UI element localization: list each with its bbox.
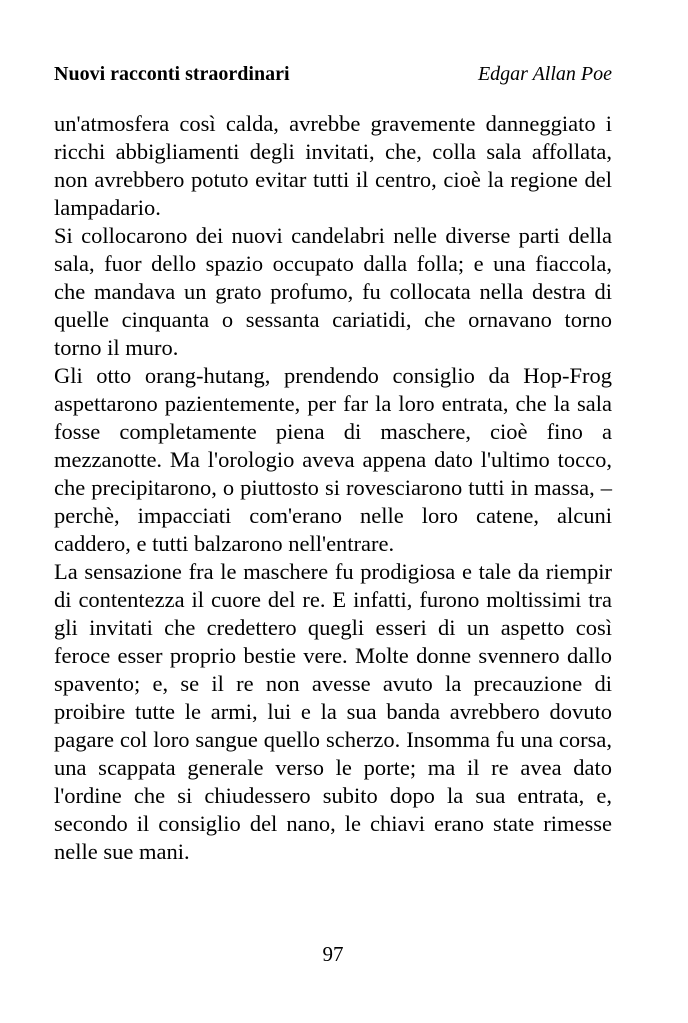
paragraph: La sensazione fra le maschere fu prodigiosa e tale da riempir di contentezza il cuore del re. E infatti, furono moltissimi tra gli invitati che credettero quegli esseri di un aspetto così feroce esser proprio bestie vere. Molte donne svennero dallo spavento; e, se il re non avesse avuto la precauzione di proibire tutte le armi, lui e la sua banda avrebbero dovuto pagare col loro sangue quello scherzo. Insomma fu una corsa, una scappata generale verso le porte; ma il re avea dato l'ordine che si chiudessero subito dopo la sua entrata, e, secondo il consiglio del nano, le chiavi erano state rimesse nelle sue mani. [54,559,612,864]
page-footer [54,941,612,967]
page-number: 97 [322,942,344,966]
body-text [54,110,612,866]
running-header [54,62,612,86]
paragraph: Gli otto orang-hutang, prendendo consiglio da Hop-Frog aspettarono pazientemente, per far la loro entrata, che la sala fosse completamente piena di maschere, cioè fino a mezzanotte. Ma l'orologio aveva appena dato l'ultimo tocco, che precipitarono, o piuttosto si rovesciarono tutti in massa, – perchè, impacciati com'erano nelle loro catene, alcuni caddero, e tutti balzarono nell'entrare. [54,363,612,556]
paragraph: un'atmosfera così calda, avrebbe gravemente danneggiato i ricchi abbigliamenti degli invitati, che, colla sala affollata, non avrebbero potuto evitar tutti il centro, cioè la regione del lampadario. [54,111,612,220]
running-header-title: Nuovi racconti straordinari [54,63,290,85]
paragraph: Si collocarono dei nuovi candelabri nelle diverse parti della sala, fuor dello spazio occupato dalla folla; e una fiaccola, che mandava un grato profumo, fu collocata nella destra di quelle cinquanta o sessanta cariatidi, che ornavano torno torno il muro. [54,223,612,360]
running-header-author: Edgar Allan Poe [477,63,612,85]
